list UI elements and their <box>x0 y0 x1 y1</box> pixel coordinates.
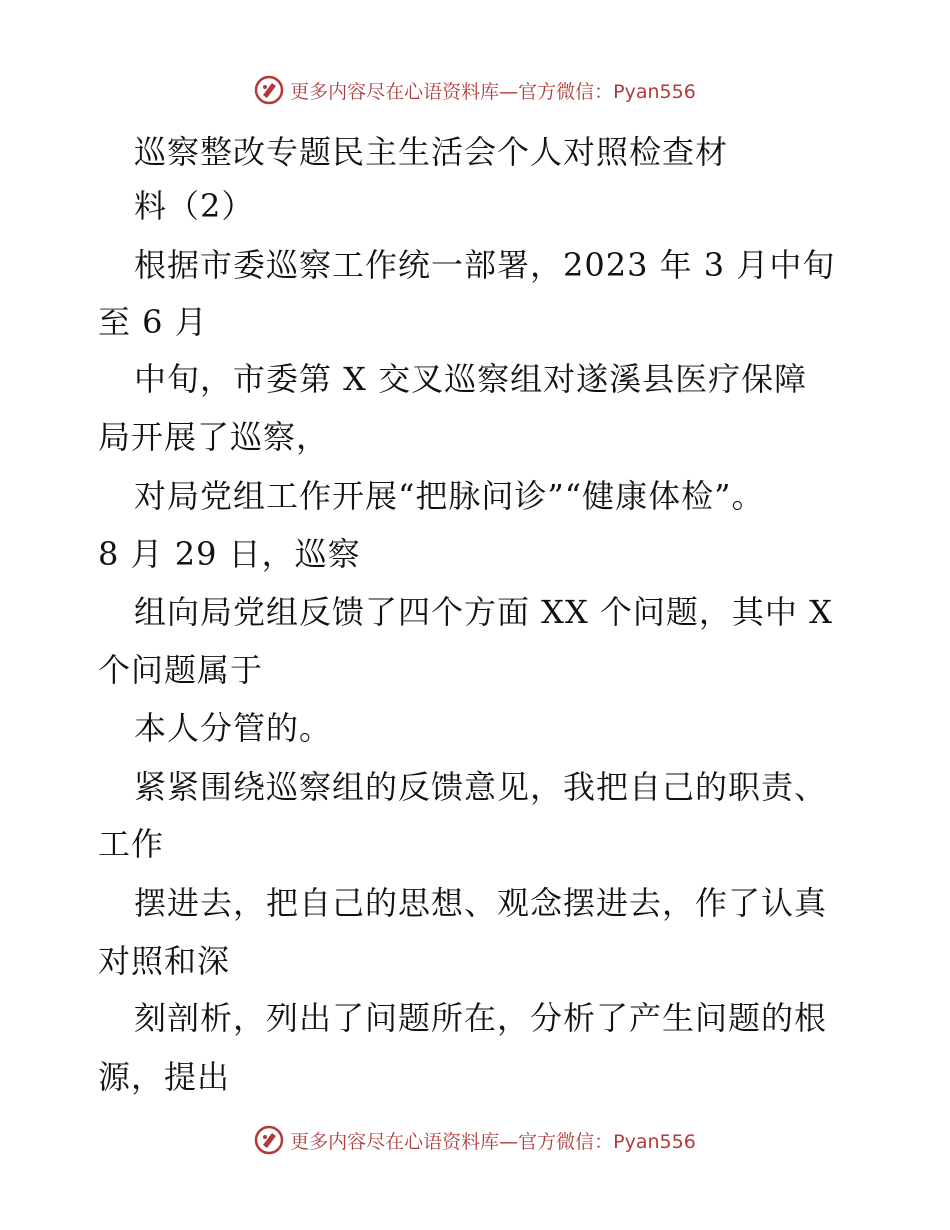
paragraph-line: 对局党组工作开展“把脉问诊”“健康体检”。 <box>134 477 765 515</box>
paragraph-line: 对照和深 <box>98 942 231 980</box>
paragraph-line: 根据市委巡察工作统一部署，2023 年 3 月中旬 <box>134 246 836 284</box>
watermark-footer <box>0 1120 950 1160</box>
paragraph-line: 刻剖析，列出了问题所在，分析了产生问题的根 <box>134 999 828 1037</box>
paragraph-line: 摆进去，把自己的思想、观念摆进去，作了认真 <box>134 884 828 922</box>
watermark-text: 更多内容尽在心语资料库—官方微信：Pyan556 <box>290 1130 696 1153</box>
paragraph-line: 8 月 29 日，巡察 <box>98 535 361 573</box>
paragraph-line: 个问题属于 <box>98 651 264 689</box>
paragraph-line: 局开展了巡察， <box>98 418 330 456</box>
brand-logo-icon <box>254 1125 284 1155</box>
paragraph-line: 中旬，市委第 X 交叉巡察组对遂溪县医疗保障 <box>134 360 808 398</box>
paragraph-line: 至 6 月 <box>98 303 208 341</box>
title-line-1: 巡察整改专题民主生活会个人对照检查材 <box>134 133 729 171</box>
paragraph-line: 源，提出 <box>98 1058 231 1096</box>
title-line-2: 料（2） <box>134 187 255 225</box>
paragraph-line: 本人分管的。 <box>134 709 333 747</box>
paragraph-line: 工作 <box>98 825 165 863</box>
watermark-text: 更多内容尽在心语资料库—官方微信：Pyan556 <box>290 80 696 103</box>
paragraph-line: 组向局党组反馈了四个方面 XX 个问题，其中 X <box>134 593 833 631</box>
paragraph-line: 紧紧围绕巡察组的反馈意见，我把自己的职责、 <box>134 768 828 806</box>
